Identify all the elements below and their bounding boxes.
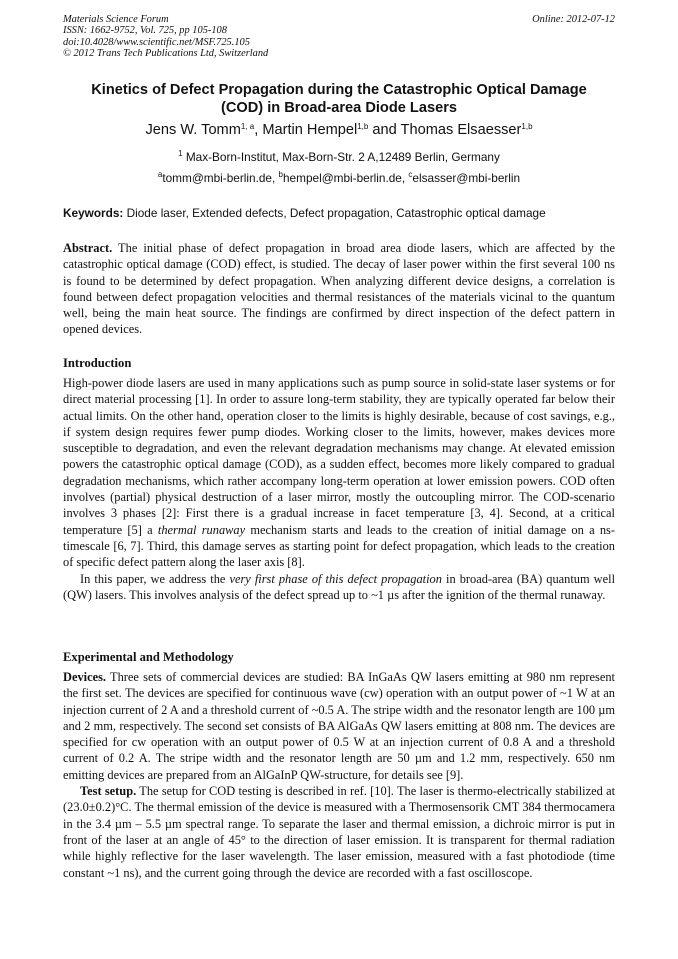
- author-name: Martin Hempel: [262, 122, 358, 138]
- intro-paragraph-1: [63, 375, 615, 571]
- author-affil-mark: 1, a: [240, 122, 255, 131]
- intro-text: In this paper, we address the: [80, 571, 230, 586]
- online-date: Online: 2012-07-12: [532, 14, 615, 25]
- author-name: Thomas Elsaesser: [400, 122, 522, 138]
- keywords-label: Keywords:: [63, 206, 124, 220]
- abstract-paragraph: [63, 240, 615, 338]
- section-heading-introduction: Introduction: [63, 356, 132, 370]
- author-affil-mark: 1,b: [521, 122, 533, 131]
- email-mark: c: [408, 170, 413, 179]
- keywords-text: Diode laser, Extended defects, Defect propagation, Catastrophic optical damage: [123, 206, 546, 220]
- doi-line: doi:10.4028/www.scientific.net/MSF.725.105: [63, 36, 250, 48]
- section-heading-experimental: Experimental and Methodology: [63, 650, 234, 664]
- affiliation-text: Max-Born-Institut, Max-Born-Str. 2 A,12489 Berlin, Germany: [182, 150, 500, 164]
- title-line-2: (COD) in Broad-area Diode Lasers: [221, 99, 457, 116]
- intro-text: High-power diode lasers are used in many applications such as pump source in solid-state laser systems or for direct material processing [1]. In order to assure long-term stability, they are typically operated far below their actual limits. On the other hand, operation closer to the limits is highly desirable, because of cost savings, e.g., if system design requires fewer pump diodes. Working closer to the limits, however, makes devices more susceptible to degradation, and even the relevant degradation mechanisms may change. At elevated emission powers the catastrophic optical damage (COD), as a sudden effect, becomes more likely compared to gradual degradation mechanisms, which rather accompany long-term operation at lower emission powers. COD often involves (partial) physical destruction of a laser mirror, mostly the outcoupling mirror. The COD-scenario involves 3 phases [2]: First there is a gradual increase in facet temperature [3, 4]. Second, at a critical temperature [5] a: [63, 376, 615, 537]
- email-list: [40, 171, 638, 185]
- affiliation: [40, 150, 638, 164]
- intro-paragraph-2: [63, 571, 615, 604]
- author-separator: ,: [254, 122, 263, 138]
- email-address: hempel@mbi-berlin.de,: [283, 171, 409, 185]
- keywords: [63, 206, 623, 220]
- title-line-1: Kinetics of Defect Propagation during the Catastrophic Optical Damage: [91, 82, 587, 98]
- setup-label: Test setup.: [80, 784, 137, 799]
- journal-header: [63, 14, 615, 60]
- abstract-text: The initial phase of defect propagation in broad area diode lasers, which are affected by the catastrophic optical damage (COD) effect, is studied. The decay of laser power within the first several 100 ns is found to be determined by defect propagation. When analyzing different device designs, a correlation is found between defect propagation velocities and thermal resistances of the materials vicinal to the quantum well, being the main heat source. The findings are confirmed by direct inspection of the defect pattern in opened devices.: [63, 241, 615, 337]
- setup-paragraph: [63, 783, 615, 881]
- issn-line: ISSN: 1662-9752, Vol. 725, pp 105-108: [63, 25, 227, 37]
- intro-emphasis: thermal runaway: [157, 522, 246, 537]
- copyright-line: © 2012 Trans Tech Publications Ltd, Switzerland: [63, 48, 269, 60]
- author-separator: and: [368, 122, 401, 138]
- email-mark: b: [278, 170, 283, 179]
- devices-text: Three sets of commercial devices are studied: BA InGaAs QW lasers emitting at 980 nm represent the first set. The devices are specified for continuous wave (cw) operation with an output power of ~1 W at an injection current of 2 A and a threshold current of ~0.5 A. The stripe width and the resonator length are 100 µm and 2 mm, respectively. The second set consists of BA AlGaAs QW lasers emitting at 808 nm. The devices are specified for cw operation with an output power of 0.5 W at an injection current of 0.8 A and a threshold current of 0.2 A. The stripe width and the resonator length are 50 µm and 1.2 mm, respectively. 650 nm emitting devices are prepared from an AlGaInP QW-structure, for details see [9].: [63, 670, 615, 782]
- paper-title: [40, 82, 638, 117]
- abstract-label: Abstract.: [63, 241, 113, 255]
- author-list: [40, 121, 638, 139]
- intro-emphasis: very first phase of this defect propagation: [229, 571, 442, 586]
- email-mark: a: [157, 170, 163, 179]
- author-name: Jens W. Tomm: [145, 122, 241, 138]
- affiliation-mark: 1: [178, 149, 183, 158]
- intro-text: in broad-area (BA) quantum well (QW) lasers. This involves analysis of the defect spread up to ~1 µs after the ignition of the thermal runaway.: [63, 571, 616, 602]
- devices-paragraph: [63, 669, 615, 783]
- experimental-body: [63, 669, 615, 881]
- email-address: elsasser@mbi-berlin: [412, 171, 521, 185]
- email-address: tomm@mbi-berlin.de,: [162, 171, 279, 185]
- author-affil-mark: 1,b: [357, 122, 369, 131]
- intro-text: mechanism starts and leads to the creation of initial damage on a ns-timescale [6, 7]. Third, this damage serves as starting point for defect propagation, which leads to the creation of specific defect pattern along the laser axis [8].: [63, 522, 615, 570]
- introduction-body: [63, 375, 615, 603]
- abstract: [63, 240, 615, 338]
- devices-label: Devices.: [63, 670, 107, 684]
- setup-text: The setup for COD testing is described in ref. [10]. The laser is thermo-electrically stabilized at (23.0±0.2)°C. The thermal emission of the device is measured with a Thermosensorik CMT 384 thermocamera in the 3.4 µm – 5.5 µm spectral range. To separate the laser and thermal emission, a dichroic mirror is put in front of the laser at an angle of 45° to the direction of laser emission. It is transparent for thermal radiation while highly reflective for the laser wavelength. The laser emission, measured with a fast photodiode (time constant ~1 ns), and the current going through the device are recorded with a fast oscilloscope.: [63, 784, 616, 880]
- journal-name: Materials Science Forum: [63, 14, 169, 25]
